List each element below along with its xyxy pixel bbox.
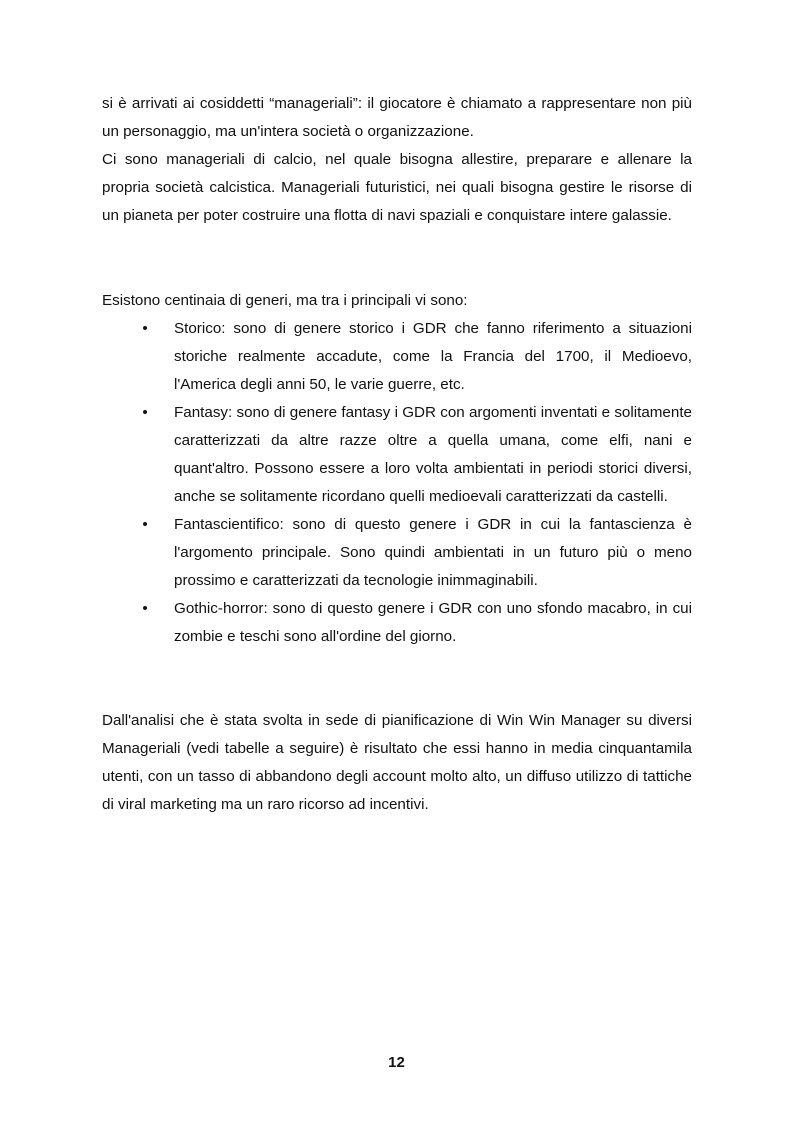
paragraph-manageriali: si è arrivati ai cosiddetti “manageriali”: il giocatore è chiamato a rappresentare non più un personaggio, ma un'intera società o organizzazione. [102, 95, 692, 140]
bullet-icon: • [142, 516, 148, 533]
analysis-section [102, 707, 692, 819]
bullet-icon: • [142, 320, 148, 337]
page-number: 12 [388, 1054, 405, 1071]
paragraph-manageriali-examples: Ci sono manageriali di calcio, nel quale bisogna allestire, preparare e allenare la propria società calcistica. Manageriali futuristici, nei quali bisogna gestire le risorse di un pianeta per poter costruire una flotta di navi spaziali e conquistare intere galassie. [102, 151, 692, 224]
genre-fantasy: Fantasy: sono di genere fantasy i GDR con argomenti inventati e solitamente caratterizzati da altre razze oltre a quella umana, come elfi, nani e quant'altro. Possono essere a loro volta ambientati in periodi storici diversi, anche se solitamente ricordano quelli medioevali caratterizzati da castelli. [174, 404, 692, 505]
genres-intro: Esistono centinaia di generi, ma tra i principali vi sono: [102, 292, 468, 309]
genres-section [102, 287, 692, 651]
bullet-icon: • [142, 404, 148, 421]
genre-storico: Storico: sono di genere storico i GDR che fanno riferimento a situazioni storiche realmente accadute, come la Francia del 1700, il Medioevo, l'America degli anni 50, le varie guerre, etc. [174, 320, 692, 393]
intro-section [102, 90, 692, 230]
list-item [102, 315, 692, 399]
list-item [102, 595, 692, 651]
genre-gothic-horror: Gothic-horror: sono di questo genere i GDR con uno sfondo macabro, in cui zombie e teschi sono all'ordine del giorno. [174, 600, 692, 645]
list-item [102, 399, 692, 511]
genre-fantascientifico: Fantascientifico: sono di questo genere i GDR in cui la fantascienza è l'argomento principale. Sono quindi ambientati in un futuro più o meno prossimo e caratterizzati da tecnologie inimmaginabili. [174, 516, 692, 589]
bullet-icon: • [142, 600, 148, 617]
paragraph-analysis: Dall'analisi che è stata svolta in sede di pianificazione di Win Win Manager su diversi Manageriali (vedi tabelle a seguire) è risultato che essi hanno in media cinquantamila utenti, con un tasso di abbandono degli account molto alto, un diffuso utilizzo di tattiche di viral marketing ma un raro ricorso ad incentivi. [102, 712, 692, 813]
list-item [102, 511, 692, 595]
genres-list [102, 315, 692, 651]
